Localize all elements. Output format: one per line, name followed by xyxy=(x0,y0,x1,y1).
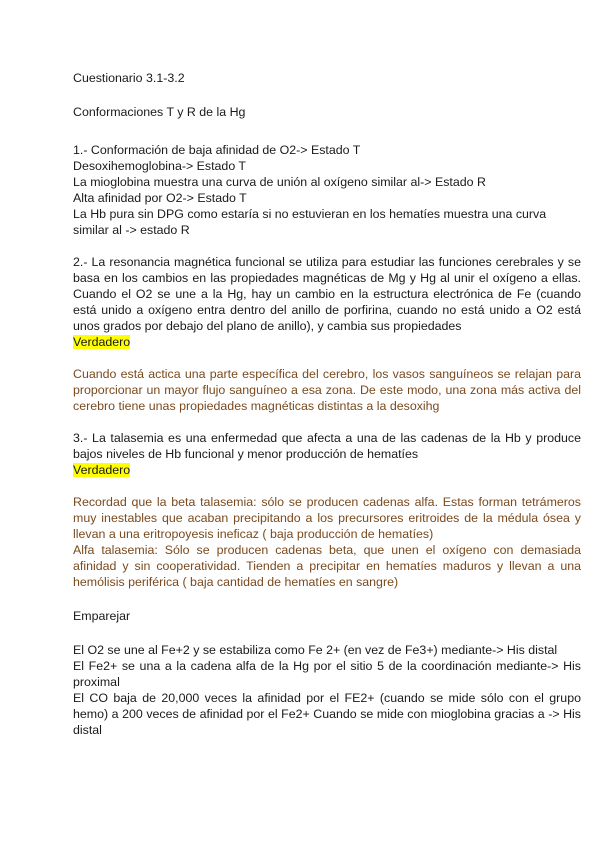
emparejar-item: El O2 se une al Fe+2 y se estabiliza como Fe 2+ (en vez de Fe3+) mediante-> His distal xyxy=(73,643,558,657)
emparejar-item: El CO baja de 20,000 veces la afinidad por el FE2+ (cuando se mide sólo con el grupo hemo) a 200 veces de afinidad por el Fe2+ Cuando se mide con mioglobina gracias a -> His distal xyxy=(73,691,581,737)
q1-line: 1.- Conformación de baja afinidad de O2-> Estado T xyxy=(73,143,361,157)
emparejar-item: El Fe2+ se una a la cadena alfa de la Hg por el sitio 5 de la coordinación mediante-> His proximal xyxy=(73,659,581,689)
document-subtitle: Conformaciones T y R de la Hg xyxy=(73,105,246,119)
q2-answer-line xyxy=(73,334,581,350)
document-title: Cuestionario 3.1-3.2 xyxy=(73,71,185,85)
emparejar-list xyxy=(73,642,581,738)
q3-answer-line xyxy=(73,462,581,478)
q3-answer-highlight: Verdadero xyxy=(73,463,131,477)
q2-answer-highlight: Verdadero xyxy=(73,335,131,349)
q1-line: La mioglobina muestra una curva de unión al oxígeno similar al-> Estado R xyxy=(73,175,486,189)
q1-line: Alta afinidad por O2-> Estado T xyxy=(73,191,247,205)
q3-text: 3.- La talasemia es una enfermedad que afecta a una de las cadenas de la Hb y produce bajos niveles de Hb funcional y menor producción de hematíes xyxy=(73,431,581,461)
q1-line: La Hb pura sin DPG como estaría si no estuvieran en los hematíes muestra una curva similar al -> estado R xyxy=(73,207,547,237)
question-2 xyxy=(73,254,581,414)
q2-text: 2.- La resonancia magnética funcional se utiliza para estudiar las funciones cerebrales y se basa en los cambios en las propiedades magnéticas de Mg y Hg al unir el oxígeno a ellas. Cuando el O2 se une a la Hg, hay un cambio en la estructura electrónica de Fe (cuando está unido a oxígeno entra dentro del anillo de porfirina, cuando no está unido a O2 está unos grados por debajo del plano de anillo), y cambia sus propiedades xyxy=(73,255,581,333)
emparejar-heading: Emparejar xyxy=(73,609,131,623)
document-body xyxy=(73,70,581,738)
question-1 xyxy=(73,142,581,238)
q3-feedback-beta: Recordad que la beta talasemia: sólo se producen cadenas alfa. Estas forman tetrámeros muy inestables que acaban precipitando a los precursores eritroides de la médula ósea y llevan a una eritropoyesis ineficaz ( baja producción de hematíes) xyxy=(73,495,581,541)
q3-feedback-alfa: Alfa talasemia: Sólo se producen cadenas beta, que unen el oxígeno con demasiada afinidad y sin cooperatividad. Tienden a precipitar en hematíes maduros y llevan a una hemólisis periférica ( baja cantidad de hematíes en sangre) xyxy=(73,543,581,589)
question-3 xyxy=(73,430,581,590)
q1-line: Desoxihemoglobina-> Estado T xyxy=(73,159,246,173)
q2-feedback: Cuando está actica una parte específica del cerebro, los vasos sanguíneos se relajan para proporcionar un mayor flujo sanguíneo a esa zona. De este modo, una zona más activa del cerebro tiene unas propiedades magnéticas distintas a la desoxihg xyxy=(73,367,581,413)
